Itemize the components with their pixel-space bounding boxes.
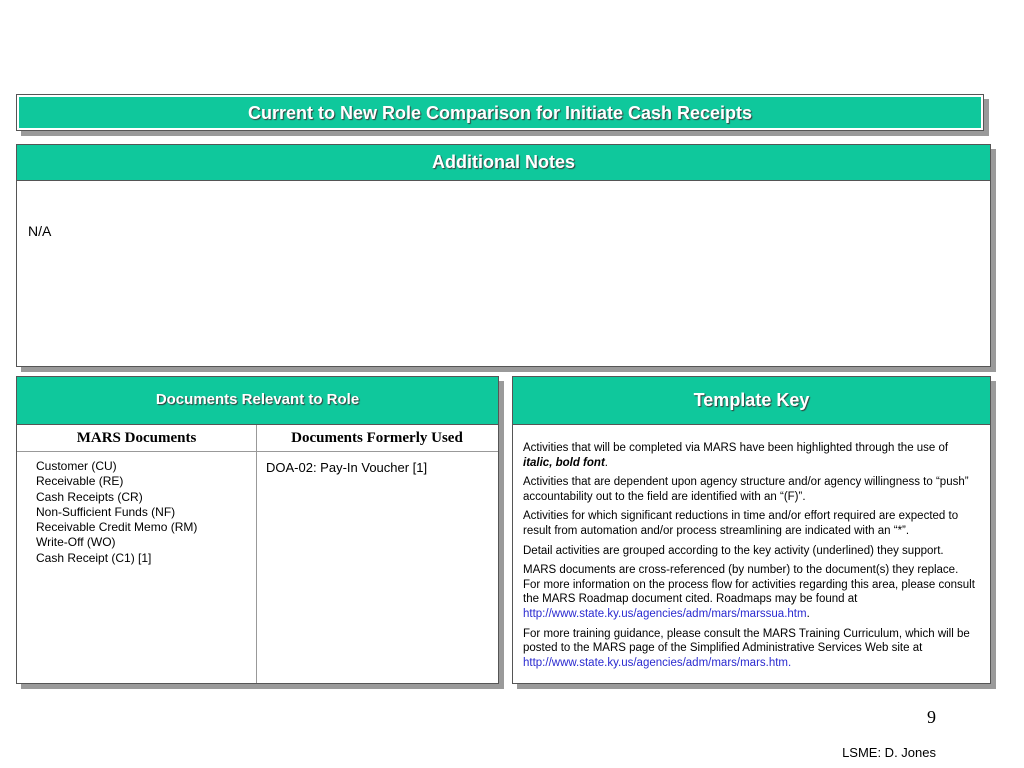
list-item: Non-Sufficient Funds (NF)	[36, 504, 176, 519]
former-documents-list	[266, 460, 427, 476]
additional-notes-header: Additional Notes	[17, 145, 990, 181]
documents-header: Documents Relevant to Role	[17, 377, 498, 425]
additional-notes-panel	[16, 144, 991, 367]
key-paragraph-field: Activities that are dependent upon agency structure and/or agency willingness to “push” accountability out to the field are identified with an “(F)”.	[523, 476, 969, 503]
list-item: Receivable (RE)	[36, 474, 124, 489]
page-title: Current to New Role Comparison for Initiate Cash Receipts	[17, 95, 983, 130]
list-item: DOA-02: Pay-In Voucher [1]	[266, 460, 428, 475]
template-key-header: Template Key	[513, 377, 990, 425]
title-bar	[16, 94, 984, 131]
key-text: .	[806, 607, 810, 620]
training-link[interactable]: http://www.state.ky.us/agencies/adm/mars/mars.htm.	[523, 656, 792, 669]
author-credit: LSME: D. Jones	[842, 745, 936, 760]
key-paragraph-training	[523, 627, 978, 671]
list-item: Write-Off (WO)	[36, 535, 116, 550]
key-text: For more training guidance, please consult the MARS Training Curriculum, which will be posted to the MARS page of the Simplified Administrative Services Web site at	[523, 627, 970, 655]
list-item: Cash Receipt (C1) [1]	[36, 550, 152, 565]
key-paragraph-roadmap	[523, 563, 978, 621]
additional-notes-text: N/A	[28, 223, 52, 239]
column-divider	[256, 425, 257, 683]
roadmap-link[interactable]: http://www.state.ky.us/agencies/adm/mars/marssua.htm	[523, 607, 807, 620]
mars-documents-list	[36, 459, 197, 566]
template-key-panel	[512, 376, 991, 684]
key-text: MARS documents are cross-referenced (by number) to the document(s) they replace. For more information on the process flow for activities regarding this area, please consult the MARS Roadmap document cited. Roadmaps may be found at	[523, 564, 975, 606]
key-text: Activities that will be completed via MARS have been highlighted through the use of	[523, 442, 949, 454]
key-paragraph-italic-bold	[523, 441, 978, 470]
list-item: Receivable Credit Memo (RM)	[36, 520, 198, 535]
key-emphasis: italic, bold font	[523, 456, 605, 469]
list-item: Customer (CU)	[36, 459, 117, 473]
key-text: .	[604, 456, 608, 469]
former-documents-column-header: Documents Formerly Used	[256, 425, 498, 452]
template-key-content	[523, 441, 978, 675]
mars-documents-column-header: MARS Documents	[17, 425, 256, 452]
list-item: Cash Receipts (CR)	[36, 489, 143, 504]
key-paragraph-streamlining: Activities for which significant reductions in time and/or effort required are expected to result from automation and/or process streamlining are indicated with an “*”.	[523, 510, 959, 537]
page-number: 9	[927, 707, 936, 727]
key-paragraph-grouping: Detail activities are grouped according to the key activity (underlined) they support.	[523, 544, 944, 557]
documents-panel	[16, 376, 499, 684]
